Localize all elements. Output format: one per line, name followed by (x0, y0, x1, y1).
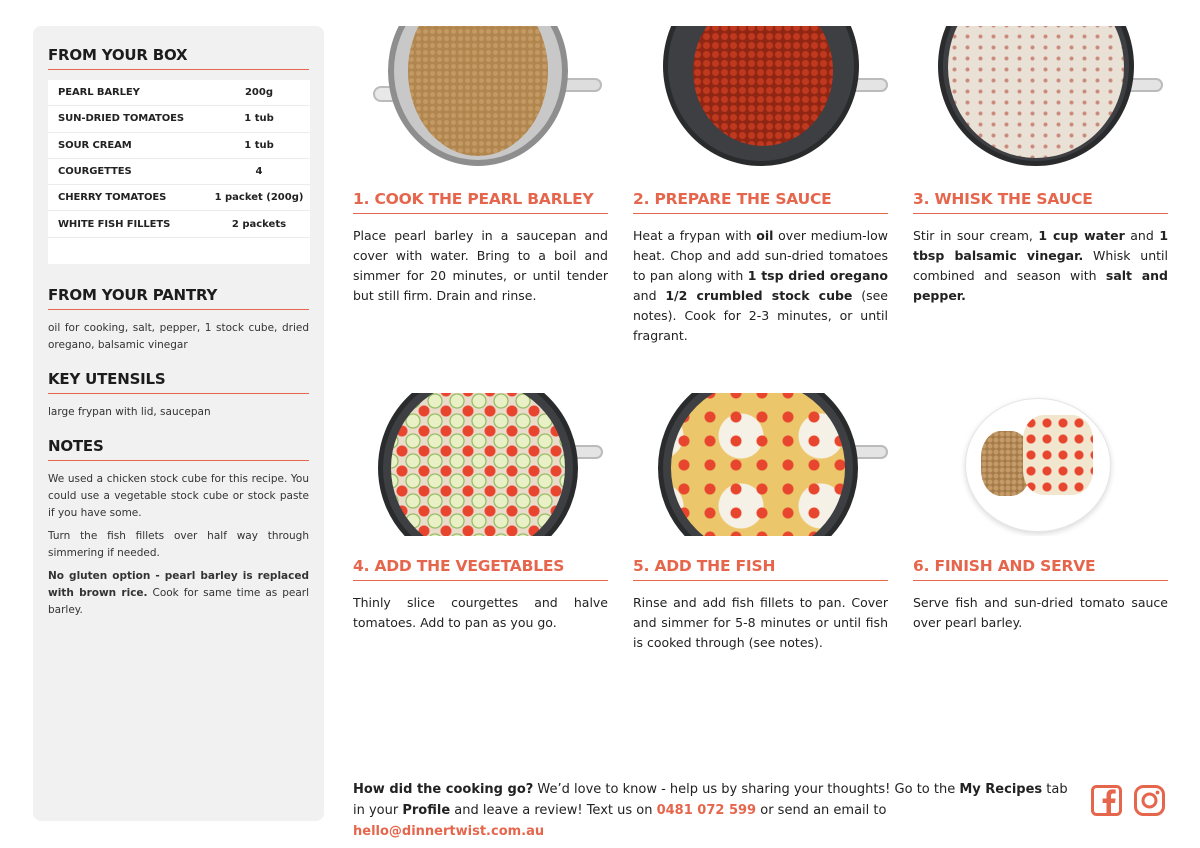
utensils-section (48, 370, 309, 421)
table-row (48, 159, 310, 185)
ingredient-qty: 2 packets (231, 218, 287, 230)
ingredients-sidebar (33, 26, 324, 821)
step-2 (633, 26, 888, 346)
note-rest: Cook for same time as pearl barley. (48, 586, 309, 616)
phone-number[interactable]: 0481 072 599 (656, 803, 757, 818)
note-text: Turn the fish fillets over half way through simmering if needed. (48, 529, 309, 559)
table-spacer (48, 238, 310, 264)
step-2-photo (633, 26, 888, 169)
box-heading: FROM YOUR BOX (48, 46, 309, 70)
table-row (48, 80, 310, 106)
box-ingredients-table (48, 80, 310, 264)
ingredient-name: WHITE FISH FILLETS (58, 218, 171, 230)
utensils-heading: KEY UTENSILS (48, 370, 309, 394)
step-6-photo (913, 393, 1168, 536)
step-2-title: 2. PREPARE THE SAUCE (633, 190, 888, 214)
ingredient-name: CHERRY TOMATOES (58, 192, 167, 204)
ingredient-qty: 200g (244, 87, 274, 99)
step-5-photo (633, 393, 888, 536)
ingredient-qty: 4 (255, 166, 263, 178)
note-bold: No gluten option - pearl barley is replaced with brown rice. (48, 569, 309, 599)
table-row (48, 106, 310, 132)
table-row (48, 185, 310, 211)
feedback-footer: How did the cooking go? We’d love to know - help us by sharing your thoughts! Go to the My Recipes tab in your Profile and leave a review! Text us on 0481 072 599 or send an email to hello@dinnertwist.com.au (353, 782, 1068, 839)
note-text: We used a chicken stock cube for this recipe. You could use a vegetable stock cube or stock paste if you have some. (48, 472, 309, 519)
step-3-text: Stir in sour cream, 1 cup water and 1 tbsp balsamic vinegar. Whisk until combined and season with salt and pepper. (913, 228, 1169, 303)
pantry-section (48, 286, 309, 354)
pantry-heading: FROM YOUR PANTRY (48, 286, 309, 310)
ingredient-name: SOUR CREAM (58, 139, 132, 151)
step-6 (913, 393, 1168, 633)
step-4-title: 4. ADD THE VEGETABLES (353, 557, 608, 581)
my-recipes-link: My Recipes (959, 782, 1043, 797)
step-3-title: 3. WHISK THE SAUCE (913, 190, 1168, 214)
table-row (48, 211, 310, 237)
profile-link: Profile (402, 803, 451, 818)
ingredient-qty: 1 packet (200g) (214, 192, 304, 204)
step-2-text: Heat a frypan with oil over medium-low heat. Chop and add sun-dried tomatoes to pan along with 1 tsp dried oregano and 1/2 crumbled stock cube (see notes). Cook for 2-3 minutes, or until fragrant. (633, 228, 888, 343)
pantry-text: oil for cooking, salt, pepper, 1 stock cube, dried oregano, balsamic vinegar (48, 321, 309, 351)
step-5-text: Rinse and add fish fillets to pan. Cover and simmer for 5-8 minutes or until fish is cooked through (see notes). (633, 595, 888, 650)
ingredient-name: COURGETTES (58, 166, 132, 178)
step-4-text: Thinly slice courgettes and halve tomatoes. Add to pan as you go. (353, 595, 608, 630)
step-6-text: Serve fish and sun-dried tomato sauce over pearl barley. (913, 595, 1168, 630)
step-4 (353, 393, 608, 633)
step-1-photo (353, 26, 608, 169)
ingredient-qty: 1 tub (244, 139, 274, 151)
step-3 (913, 26, 1168, 306)
utensils-text: large frypan with lid, saucepan (48, 405, 211, 418)
table-row (48, 133, 310, 159)
ingredient-name: SUN-DRIED TOMATOES (58, 113, 184, 125)
step-4-photo (353, 393, 608, 536)
facebook-icon[interactable] (1091, 785, 1122, 820)
ingredient-name: PEARL BARLEY (58, 87, 140, 99)
ingredient-qty: 1 tub (244, 113, 274, 125)
step-5 (633, 393, 888, 653)
step-1-title: 1. COOK THE PEARL BARLEY (353, 190, 608, 214)
step-1-text: Place pearl barley in a saucepan and cover with water. Bring to a boil and simmer for 20 minutes, or until tender but still firm. Drain and rinse. (353, 228, 608, 303)
notes-section (48, 437, 309, 619)
notes-heading: NOTES (48, 437, 309, 461)
instagram-icon[interactable] (1134, 785, 1165, 820)
step-5-title: 5. ADD THE FISH (633, 557, 888, 581)
email-link[interactable]: hello@dinnertwist.com.au (353, 824, 545, 839)
step-1 (353, 26, 608, 306)
step-3-photo (913, 26, 1168, 169)
step-6-title: 6. FINISH AND SERVE (913, 557, 1168, 581)
footer-question: How did the cooking go? (353, 782, 534, 797)
note-text (48, 568, 309, 619)
